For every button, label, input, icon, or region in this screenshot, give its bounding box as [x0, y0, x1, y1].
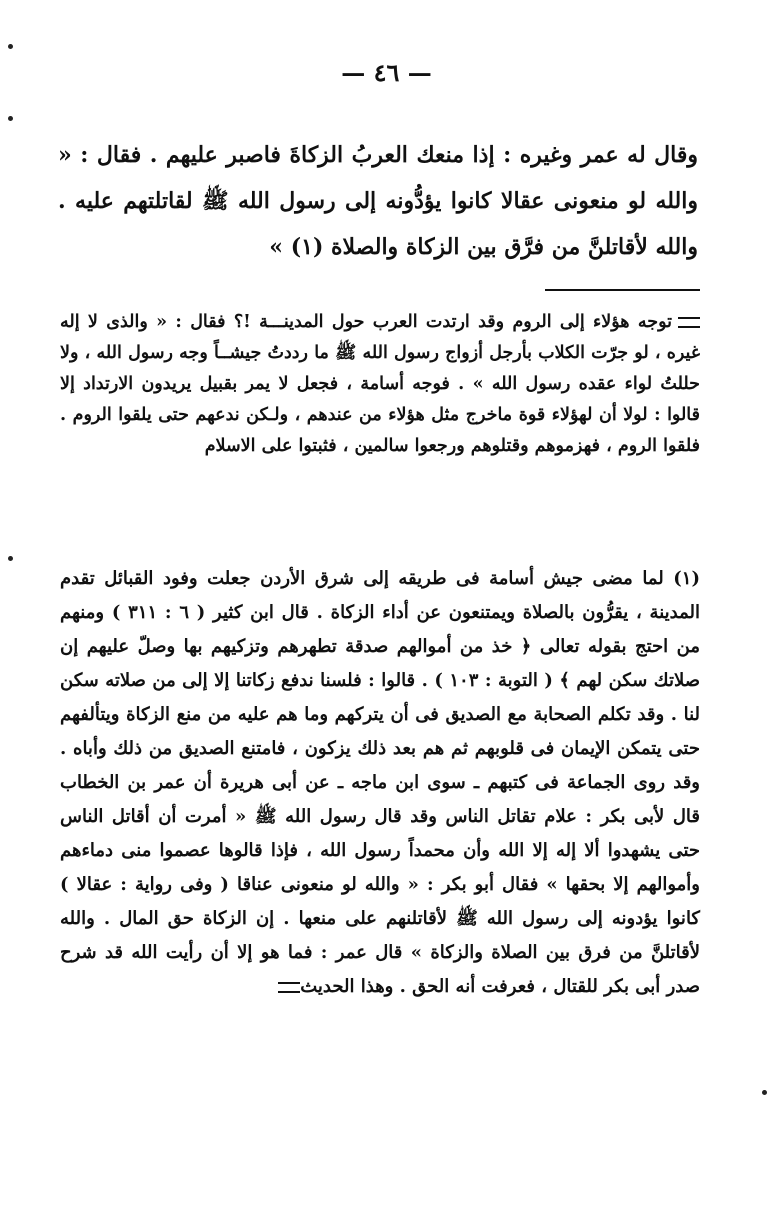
- continuation-mark-icon: [278, 982, 300, 993]
- main-body-text: [58, 132, 698, 270]
- footnote-one-text: (١) لما مضى جيش أسامة فى طريقه إلى شرق الأردن جعلت وفود القبائل تقدم المدينة ، يقرُّون بالصلاة ويمتنعون عن أداء الزكاة . قال ابن كثير ( ٦ : ٣١١ ) ومنهم من احتج بقوله تعالى ﴿ خذ من أموالهم صدقة تطهرهم وتزكيهم بها وصلّ عليهم إن صلاتك سكن لهم ﴾ ( التوبة : ١٠٣ ) . قالوا : فلسنا ندفع زكاتنا إلا إلى من صلاته سكن لنا . وقد تكلم الصحابة مع الصديق فى أن يتركهم وما هم عليه من منع الزكاة ويتألفهم حتى يتمكن الإيمان فى قلوبهم ثم هم بعد ذلك يزكون ، فامتنع الصديق من ذلك وأباه . وقد روى الجماعة فى كتبهم ـ سوى ابن ماجه ـ عن أبى هريرة أن عمر بن الخطاب قال لأبى بكر : علام تقاتل الناس وقد قال رسول الله ﷺ « أمرت أن أقاتل الناس حتى يشهدوا ألا إله إلا الله وأن محمداً رسول الله ، فإذا قالوها عصموا منى دماءهم وأموالهم إلا بحقها » فقال أبو بكر : « والله لو منعونى عناقا ( وفى رواية : عقالا ) كانوا يؤدونه إلى رسول الله ﷺ لأقاتلنهم على منعها . إن الزكاة حق المال . والله لأقاتلنَّ من فرق بين الصلاة والزكاة » قال عمر : فما هو إلا أن رأيت الله قد شرح صدر أبى بكر للقتال ، فعرفت أنه الحق . وهذا الحديث: [60, 568, 701, 997]
- margin-dot-mark: [8, 556, 13, 561]
- page-number: — ٤٦ —: [341, 58, 432, 87]
- margin-dot-mark: [762, 1090, 767, 1095]
- margin-dot-mark: [8, 44, 13, 49]
- margin-dot-mark: [8, 116, 13, 121]
- continuation-mark-icon: [678, 317, 700, 328]
- footnote-continuation-text: توجه هؤلاء إلى الروم وقد ارتدت العرب حول المدينـــة !؟ فقال : « والذى لا إله غيره ، لو جرّت الكلاب بأرجل أزواج رسول الله ﷺ ما رددتُ جيشــاً وجه رسول الله ، ولا حللتُ لواء عقده رسول الله » . فوجه أسامة ، فجعل لا يمر بقبيل يريدون الارتداد إلا قالوا : لولا أن لهؤلاء قوة ماخرج مثل هؤلاء من عندهم ، ولـكن ندعهم حتى يلقوا الروم . فلقوا الروم ، فهزموهم وقتلوهم ورجعوا سالمين ، فثبتوا على الاسلام: [60, 312, 700, 456]
- footnote-continuation: [60, 307, 700, 462]
- footnote-separator: [545, 289, 700, 291]
- main-paragraph: وقال له عمر وغيره : إذا منعك العربُ الزكاةَ فاصبر عليهم . فقال : « والله لو منعونى عقالا كانوا يؤدُّونه إلى رسول الله ﷺ لقاتلتهم عليه . والله لأقاتلنَّ من فرَّق بين الزكاة والصلاة (١) »: [58, 142, 698, 260]
- footnote-one: [60, 562, 700, 1004]
